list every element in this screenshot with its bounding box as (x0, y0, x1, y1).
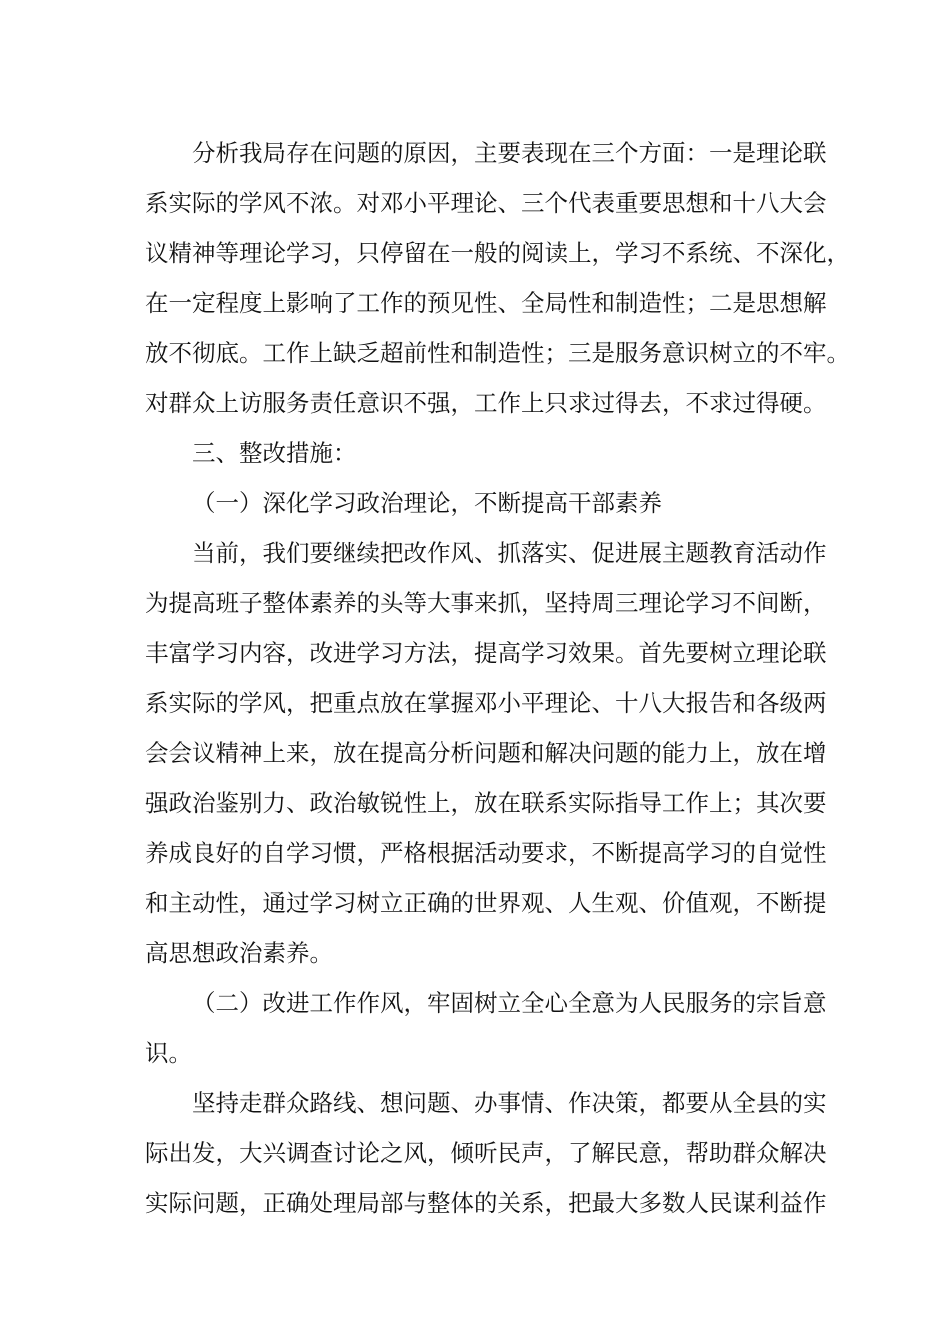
subsection-heading: 识。 (145, 1039, 192, 1067)
paragraph-line: 议精神等理论学习，只停留在一般的阅读上，学习不系统、不深化， (145, 239, 850, 267)
paragraph-line: 丰富学习内容，改进学习方法，提高学习效果。首先要树立理论联 (145, 639, 827, 667)
subsection-heading: （一）深化学习政治理论，不断提高干部素养 (192, 489, 662, 517)
section-heading: 三、整改措施： (192, 439, 357, 467)
paragraph-line: 为提高班子整体素养的头等大事来抓，坚持周三理论学习不间断， (145, 589, 827, 617)
paragraph-line: 系实际的学风不浓。对邓小平理论、三个代表重要思想和十八大会 (145, 189, 827, 217)
paragraph-line: 在一定程度上影响了工作的预见性、全局性和制造性；二是思想解 (145, 289, 827, 317)
paragraph-line: 放不彻底。工作上缺乏超前性和制造性；三是服务意识树立的不牢。 (145, 339, 850, 367)
paragraph-line: 强政治鉴别力、政治敏锐性上，放在联系实际指导工作上；其次要 (145, 789, 827, 817)
subsection-heading: （二）改进工作作风，牢固树立全心全意为人民服务的宗旨意 (192, 989, 827, 1017)
paragraph-line: 会会议精神上来，放在提高分析问题和解决问题的能力上，放在增 (145, 739, 827, 767)
paragraph-line: 当前，我们要继续把改作风、抓落实、促进展主题教育活动作 (192, 539, 827, 567)
paragraph-line: 坚持走群众路线、想问题、办事情、作决策，都要从全县的实 (192, 1089, 827, 1117)
paragraph-line: 分析我局存在问题的原因，主要表现在三个方面：一是理论联 (192, 139, 827, 167)
paragraph-line: 高思想政治素养。 (145, 939, 333, 967)
paragraph-line: 实际问题，正确处理局部与整体的关系，把最大多数人民谋利益作 (145, 1189, 827, 1217)
paragraph-line: 际出发，大兴调查讨论之风，倾听民声，了解民意，帮助群众解决 (145, 1139, 827, 1167)
document-body (145, 128, 850, 1228)
paragraph-line: 和主动性，通过学习树立正确的世界观、人生观、价值观，不断提 (145, 889, 827, 917)
paragraph-line: 系实际的学风，把重点放在掌握邓小平理论、十八大报告和各级两 (145, 689, 827, 717)
paragraph-line: 养成良好的自学习惯，严格根据活动要求，不断提高学习的自觉性 (145, 839, 827, 867)
paragraph-line: 对群众上访服务责任意识不强，工作上只求过得去，不求过得硬。 (145, 389, 827, 417)
